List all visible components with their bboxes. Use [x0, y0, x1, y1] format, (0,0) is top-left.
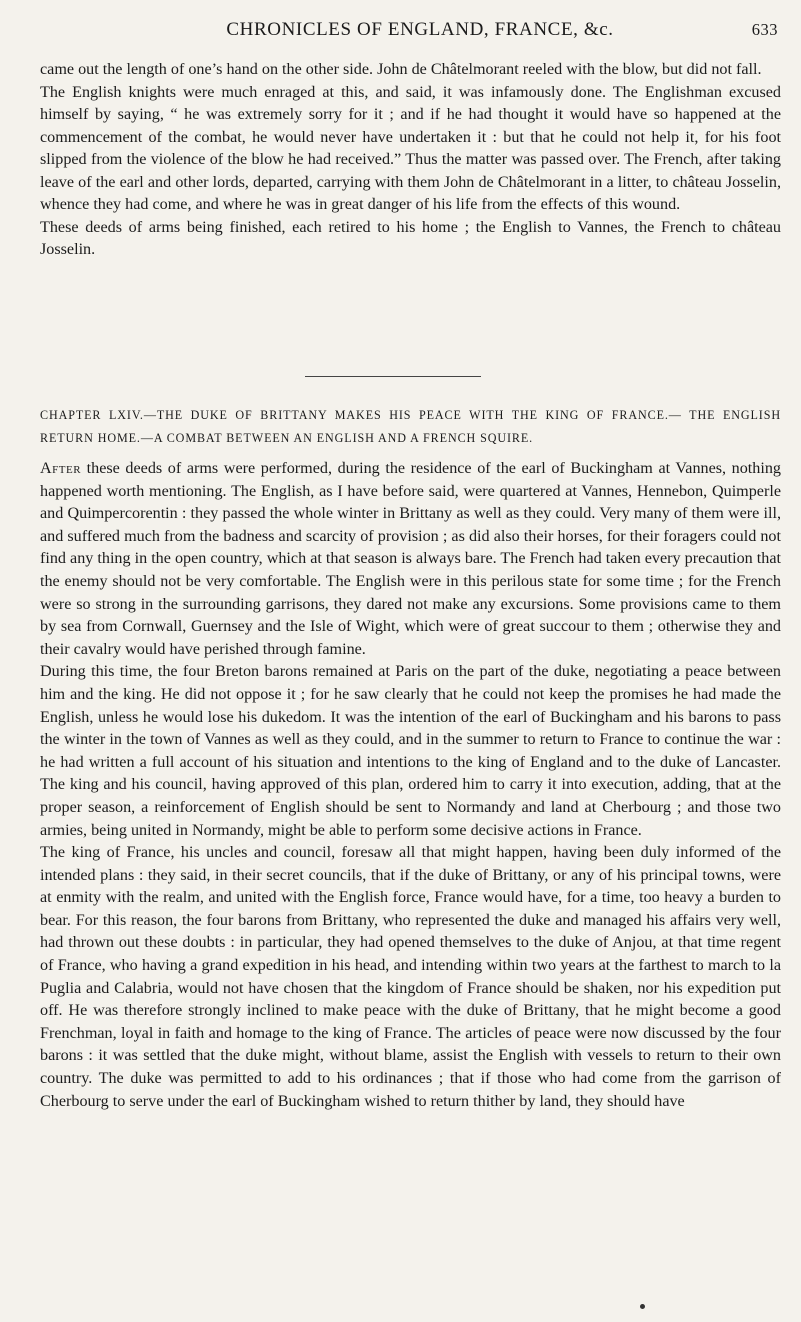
- running-title: CHRONICLES OF ENGLAND, FRANCE, &c.: [226, 19, 614, 40]
- chapter-heading: CHAPTER LXIV.—THE DUKE OF BRITTANY MAKES HIS PEACE WITH THE KING OF FRANCE.— THE ENGLISH RETURN HOME.—A COMBAT BETWEEN AN ENGLISH AND A FRENCH SQUIRE.: [40, 408, 781, 445]
- chapter-text-block: [40, 458, 781, 1113]
- printer-mark: [640, 1304, 645, 1309]
- intro-text-block: [40, 59, 781, 262]
- chapter-paragraph-2: During this time, the four Breton barons remained at Paris on the part of the duke, negotiating a peace between him and the king. He did not oppose it ; for he saw clearly that he could not keep the promises he had made the English, unless he would lose his dukedom. It was the intention of the earl of Buckingham and his barons to pass the winter in the town of Vannes as well as they could, and in the summer to return to France to continue the war : he had written a full account of his situation and intentions to the king of England and to the duke of Lancaster. The king and his council, having approved of this plan, ordered him to carry it into execution, adding, that at the proper season, a reinforcement of English should be sent to Normandy and land at Cherbourg ; and those two armies, being united in Normandy, might be able to perform some decisive actions in France.: [40, 663, 781, 839]
- chapter-opening-word: After: [40, 460, 82, 477]
- section-divider: [305, 376, 481, 377]
- chapter-paragraph-3: The king of France, his uncles and council, foresaw all that might happen, having been duly informed of the intended plans : they said, in their secret councils, that if the duke of Brittany, or any of his principal towns, were at enmity with the realm, and united with the English force, France would have, for a time, too heavy a burden to bear. For this reason, the four barons from Brittany, who represented the duke and managed his affairs very well, had thrown out these doubts : in particular, they had opened themselves to the duke of Anjou, at that time regent of France, who having a grand expedition in his head, and intending within two years at the farthest to march to la Puglia and Calabria, would not have chosen that the kingdom of France should be shaken, nor his expedition put off. He was therefore strongly inclined to make peace with the duke of Brittany, that he might become a good Frenchman, loyal in faith and homage to the king of France. The articles of peace were now discussed by the four barons : it was settled that the duke might, without blame, assist the English with vessels to return to their own country. The duke was permitted to add to his ordinances ; that if those who had come from the garrison of Cherbourg to serve under the earl of Buckingham wished to return thither by land, they should have: [40, 844, 781, 1110]
- chapter-paragraph-1-rest: these deeds of arms were performed, during the residence of the earl of Buckingham at Vannes, nothing happened worth mentioning. The English, as I have before said, were quartered at Vannes, Hennebon, Quimperle and Quimpercorentin : they passed the whole winter in Brittany as well as they could. Very many of them were ill, and suffered much from the badness and scarcity of provision ; as did also their horses, for their foragers could not find any thing in the open country, which at that season is always bare. The French had taken every precaution that the enemy should not be very comfortable. The English were in this perilous state for some time ; for the French were so strong in the surrounding garrisons, they dared not make any excursions. Some provisions came to them by sea from Cornwall, Guernsey and the Isle of Wight, which were of great succour to them ; otherwise they and their cavalry would have perished through famine.: [40, 460, 781, 658]
- intro-paragraph-1: came out the length of one’s hand on the other side. John de Châtelmorant reeled with the blow, but did not fall.: [40, 61, 762, 78]
- chapter-paragraph-1: [40, 458, 781, 661]
- intro-paragraph-2: The English knights were much enraged at this, and said, it was infamously done. The Englishman excused himself by saying, “ he was extremely sorry for it ; and if he had thought it would have so happened at the commencement of the combat, he would never have undertaken it : but that he could not help it, for his foot slipped from the violence of the blow he had received.” Thus the matter was passed over. The French, after taking leave of the earl and other lords, departed, carrying with them John de Châtelmorant in a litter, to château Josselin, whence they had come, and where he was in great danger of his life from the effects of this wound.: [40, 83, 781, 214]
- page-number: 633: [751, 20, 778, 39]
- intro-paragraph-3: These deeds of arms being finished, each retired to his home ; the English to Vannes, the French to château Josselin.: [40, 218, 781, 259]
